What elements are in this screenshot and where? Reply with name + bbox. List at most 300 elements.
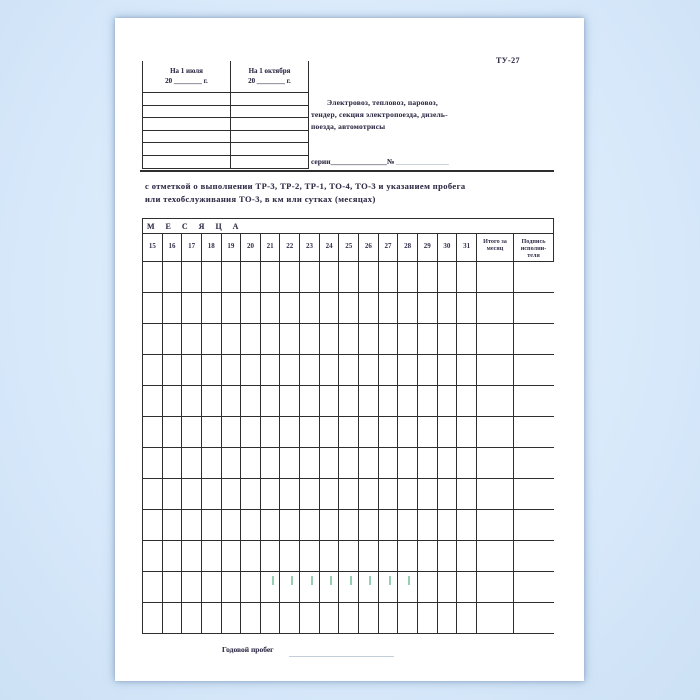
day-cell (397, 448, 417, 478)
day-cell (143, 541, 162, 571)
table-row (142, 572, 554, 603)
table-row (142, 417, 554, 448)
day-cell (201, 417, 221, 447)
day-cell (397, 541, 417, 571)
day-cell (221, 386, 241, 416)
table-row (142, 386, 554, 417)
series-blank: _______________ (330, 157, 387, 166)
day-cell (240, 386, 260, 416)
annual-mileage-blank (289, 656, 394, 657)
day-cell (456, 355, 476, 385)
watermark-mark (350, 576, 352, 585)
day-cell (240, 262, 260, 292)
day-cell (417, 572, 437, 602)
day-cell (319, 479, 339, 509)
signature-cell (513, 541, 554, 571)
day-cell (162, 541, 182, 571)
day-cell (162, 479, 182, 509)
day-cell (221, 603, 241, 633)
day-cell (143, 324, 162, 354)
day-cell (319, 386, 339, 416)
day-cell (240, 417, 260, 447)
day-cell (319, 417, 339, 447)
day-cell (201, 510, 221, 540)
day-cell (397, 262, 417, 292)
month-days-table (142, 218, 554, 634)
day-cell (378, 386, 398, 416)
total-cell (476, 448, 513, 478)
months-band-label: М Е С Я Ц А (147, 221, 243, 231)
table-row (142, 510, 554, 541)
series-number-line (311, 157, 449, 166)
vehicle-types-line: поезда, автомотрисы (311, 122, 386, 131)
day-cell (240, 572, 260, 602)
signature-cell (513, 603, 554, 633)
day-cell (162, 293, 182, 323)
day-cell (456, 603, 476, 633)
quarterly-col-october (230, 61, 309, 169)
maintenance-note-line: с отметкой о выполнении ТР-3, ТР-2, ТР-1, ТО-4, ТО-3 и указанием пробега (145, 181, 466, 191)
table-row (142, 293, 554, 324)
day-header-cell: 20 (240, 234, 260, 261)
day-cell (456, 293, 476, 323)
maintenance-note-line: или техобслуживания ТО-3, в км или сутках (месяцах) (145, 193, 376, 204)
day-cell (260, 541, 280, 571)
day-cell (437, 355, 457, 385)
day-cell (417, 541, 437, 571)
day-cell (221, 293, 241, 323)
day-cell (456, 386, 476, 416)
total-cell (476, 324, 513, 354)
day-cell (162, 448, 182, 478)
day-cell (221, 479, 241, 509)
day-cell (378, 572, 398, 602)
day-cell (181, 262, 201, 292)
day-cell (201, 541, 221, 571)
table-row (142, 355, 554, 386)
watermark-mark (272, 576, 274, 585)
day-cell (279, 417, 299, 447)
signature-cell (513, 262, 554, 292)
day-cell (397, 293, 417, 323)
day-cell (143, 448, 162, 478)
day-cell (279, 355, 299, 385)
quarterly-col-july-title: На 1 июля (170, 67, 203, 75)
day-cell (221, 572, 241, 602)
maintenance-note (145, 180, 466, 205)
day-cell (299, 324, 319, 354)
day-cell (221, 417, 241, 447)
day-header-cell: 21 (260, 234, 280, 261)
day-cell (143, 293, 162, 323)
day-cell (181, 324, 201, 354)
day-header-cell: 27 (378, 234, 398, 261)
quarterly-blank-cell (143, 93, 230, 106)
quarterly-col-october-title: На 1 октября (248, 67, 291, 75)
quarterly-blank-cell (143, 106, 230, 119)
day-cell (143, 355, 162, 385)
form-code: ТУ-27 (496, 56, 520, 65)
day-cell (240, 541, 260, 571)
day-cell (162, 417, 182, 447)
signature-cell (513, 572, 554, 602)
day-cell (201, 262, 221, 292)
day-cell (358, 448, 378, 478)
day-cell (240, 479, 260, 509)
day-cell (338, 386, 358, 416)
day-header-cell: 19 (221, 234, 241, 261)
quarterly-blank-cell (231, 106, 308, 119)
day-cell (240, 293, 260, 323)
quarterly-col-july (142, 61, 230, 169)
day-cell (279, 479, 299, 509)
table-row (142, 603, 554, 634)
day-cell (162, 572, 182, 602)
day-cell (181, 448, 201, 478)
day-cell (240, 603, 260, 633)
day-cell (456, 479, 476, 509)
day-cell (260, 479, 280, 509)
day-cell (279, 386, 299, 416)
day-cell (240, 324, 260, 354)
quarterly-blank-cell (143, 118, 230, 131)
day-header-cell: 16 (162, 234, 182, 261)
quarterly-blank-cell (231, 93, 308, 106)
day-cell (162, 355, 182, 385)
signature-cell (513, 448, 554, 478)
day-cell (397, 355, 417, 385)
day-cell (260, 386, 280, 416)
quarterly-col-october-year: 20 ________ г. (248, 76, 291, 85)
day-cell (358, 417, 378, 447)
day-cell (338, 541, 358, 571)
day-cell (143, 603, 162, 633)
day-cell (378, 541, 398, 571)
table-row (142, 448, 554, 479)
day-cell (299, 262, 319, 292)
months-band (142, 218, 554, 233)
day-cell (319, 510, 339, 540)
day-cell (319, 448, 339, 478)
watermark-mark (408, 576, 410, 585)
signature-cell (513, 479, 554, 509)
day-cell (417, 262, 437, 292)
day-cell (358, 603, 378, 633)
day-cell (260, 293, 280, 323)
day-cell (417, 603, 437, 633)
day-cell (299, 448, 319, 478)
day-cell (143, 262, 162, 292)
day-cell (299, 541, 319, 571)
day-header-cell: 25 (338, 234, 358, 261)
day-cell (456, 417, 476, 447)
day-header-cell: 24 (319, 234, 339, 261)
day-cell (181, 417, 201, 447)
day-cell (279, 572, 299, 602)
watermark-mark (330, 576, 332, 585)
day-cell (162, 324, 182, 354)
day-cell (181, 572, 201, 602)
day-header-cell: 26 (358, 234, 378, 261)
column-header-signature: Подпись исполни- теля (513, 234, 554, 261)
day-cell (181, 355, 201, 385)
day-cell (417, 417, 437, 447)
horizontal-rule (140, 170, 554, 172)
quarterly-col-july-header (143, 61, 230, 93)
day-cell (378, 417, 398, 447)
day-cell (299, 603, 319, 633)
day-cell (143, 417, 162, 447)
vehicle-types-line: Электровоз, тепловоз, паровоз, (327, 98, 438, 107)
number-sign: № (386, 157, 397, 166)
day-cell (358, 386, 378, 416)
day-cell (299, 572, 319, 602)
day-cell (201, 448, 221, 478)
day-cell (358, 324, 378, 354)
day-cell (358, 479, 378, 509)
day-cell (338, 603, 358, 633)
day-cell (417, 479, 437, 509)
day-cell (456, 572, 476, 602)
day-cell (279, 448, 299, 478)
day-cell (437, 479, 457, 509)
day-cell (299, 417, 319, 447)
day-cell (319, 603, 339, 633)
quarterly-col-october-header (231, 61, 308, 93)
day-cell (378, 262, 398, 292)
watermark-mark (291, 576, 293, 585)
day-cell (338, 510, 358, 540)
day-cell (338, 355, 358, 385)
day-cell (181, 479, 201, 509)
day-cell (378, 448, 398, 478)
total-cell (476, 572, 513, 602)
watermark-mark (311, 576, 313, 585)
day-cell (240, 510, 260, 540)
day-cell (437, 386, 457, 416)
day-cell (260, 448, 280, 478)
day-cell (201, 355, 221, 385)
watermark-mark (369, 576, 371, 585)
day-cell (319, 572, 339, 602)
day-header-cell: 15 (148, 242, 156, 250)
total-cell (476, 603, 513, 633)
day-cell (260, 262, 280, 292)
day-cell (338, 262, 358, 292)
day-cell (299, 479, 319, 509)
day-cell (299, 386, 319, 416)
day-header-cell: 28 (397, 234, 417, 261)
day-cell (260, 572, 280, 602)
day-header-cell: 31 (456, 234, 476, 261)
day-cell (338, 572, 358, 602)
day-cell (181, 386, 201, 416)
day-cell (437, 541, 457, 571)
day-cell (358, 572, 378, 602)
day-cell (201, 479, 221, 509)
day-cell (143, 572, 162, 602)
day-cell (397, 417, 417, 447)
day-cell (456, 262, 476, 292)
day-cell (221, 355, 241, 385)
series-label: серии (311, 157, 331, 166)
day-header-cell: 22 (279, 234, 299, 261)
day-cell (397, 324, 417, 354)
total-cell (476, 417, 513, 447)
total-cell (476, 479, 513, 509)
day-cell (201, 293, 221, 323)
day-cell (299, 510, 319, 540)
day-cell (279, 324, 299, 354)
day-cell (260, 324, 280, 354)
day-cell (338, 324, 358, 354)
day-cell (240, 355, 260, 385)
day-header-cell: 30 (437, 234, 457, 261)
day-cell (162, 386, 182, 416)
day-cell (338, 417, 358, 447)
day-cell (181, 293, 201, 323)
vehicle-types-note (311, 97, 469, 133)
day-cell (378, 293, 398, 323)
signature-cell (513, 355, 554, 385)
day-cell (260, 510, 280, 540)
day-cell (437, 510, 457, 540)
day-cell (417, 324, 437, 354)
day-header-cell: 18 (201, 234, 221, 261)
day-cell (397, 386, 417, 416)
total-cell (476, 262, 513, 292)
day-cell (279, 510, 299, 540)
day-cell (338, 448, 358, 478)
day-cell (378, 603, 398, 633)
annual-mileage-label: Годовой пробег (222, 645, 274, 654)
day-cell (358, 510, 378, 540)
day-cell (358, 541, 378, 571)
quarterly-blank-cell (231, 143, 308, 156)
day-cell (456, 324, 476, 354)
day-cell (456, 510, 476, 540)
table-row (142, 479, 554, 510)
day-cell (417, 293, 437, 323)
day-cell (221, 510, 241, 540)
day-cell (299, 355, 319, 385)
day-cell (319, 324, 339, 354)
day-cell (358, 355, 378, 385)
table-header-row (142, 233, 554, 262)
day-cell (378, 355, 398, 385)
day-cell (319, 355, 339, 385)
day-cell (143, 386, 162, 416)
day-cell (143, 479, 162, 509)
day-cell (143, 510, 162, 540)
day-cell (221, 262, 241, 292)
signature-cell (513, 293, 554, 323)
quarterly-blank-cell (231, 131, 308, 144)
day-cell (338, 479, 358, 509)
signature-cell (513, 510, 554, 540)
day-cell (437, 417, 457, 447)
day-cell (338, 293, 358, 323)
day-cell (358, 293, 378, 323)
day-header-cell: 29 (417, 234, 437, 261)
day-cell (378, 479, 398, 509)
quarterly-blank-cell (143, 131, 230, 144)
day-cell (319, 541, 339, 571)
day-cell (221, 324, 241, 354)
day-cell (181, 541, 201, 571)
signature-cell (513, 417, 554, 447)
signature-cell (513, 386, 554, 416)
day-cell (279, 262, 299, 292)
quarterly-blank-cell (231, 118, 308, 131)
column-header-total: Итого за месяц (476, 234, 513, 261)
day-cell (279, 603, 299, 633)
day-cell (437, 262, 457, 292)
day-cell (279, 293, 299, 323)
day-cell (417, 448, 437, 478)
day-cell (456, 448, 476, 478)
day-cell (201, 603, 221, 633)
day-cell (181, 603, 201, 633)
day-cell (397, 479, 417, 509)
day-cell (221, 541, 241, 571)
quarterly-blank-cell (231, 156, 308, 169)
day-cell (162, 510, 182, 540)
day-cell (319, 293, 339, 323)
day-cell (260, 355, 280, 385)
day-cell (437, 603, 457, 633)
total-cell (476, 355, 513, 385)
day-cell (437, 448, 457, 478)
day-cell (397, 510, 417, 540)
quarterly-col-july-year: 20 ________ г. (165, 76, 208, 85)
day-cell (378, 324, 398, 354)
day-cell (260, 417, 280, 447)
day-cell (260, 603, 280, 633)
day-cell (358, 262, 378, 292)
day-cell (240, 448, 260, 478)
document-sheet (115, 18, 584, 681)
day-cell (437, 572, 457, 602)
total-cell (476, 510, 513, 540)
vehicle-types-line: тендер, секция электропоезда, дизель- (311, 110, 448, 119)
day-cell (221, 448, 241, 478)
day-header-cell: 17 (181, 234, 201, 261)
quarterly-table (142, 61, 309, 169)
day-cell (181, 510, 201, 540)
quarterly-blank-cell (143, 156, 230, 169)
day-header-cell: 23 (299, 234, 319, 261)
day-cell (201, 572, 221, 602)
day-cell (437, 324, 457, 354)
total-cell (476, 386, 513, 416)
day-cell (299, 293, 319, 323)
day-cell (162, 262, 182, 292)
table-row (142, 541, 554, 572)
day-cell (437, 293, 457, 323)
day-cell (201, 324, 221, 354)
total-cell (476, 541, 513, 571)
day-cell (417, 355, 437, 385)
day-cell (456, 541, 476, 571)
day-cell (319, 262, 339, 292)
quarterly-blank-cell (143, 143, 230, 156)
day-cell (201, 386, 221, 416)
day-cell (397, 603, 417, 633)
day-cell (162, 603, 182, 633)
day-cell (279, 541, 299, 571)
table-row (142, 324, 554, 355)
